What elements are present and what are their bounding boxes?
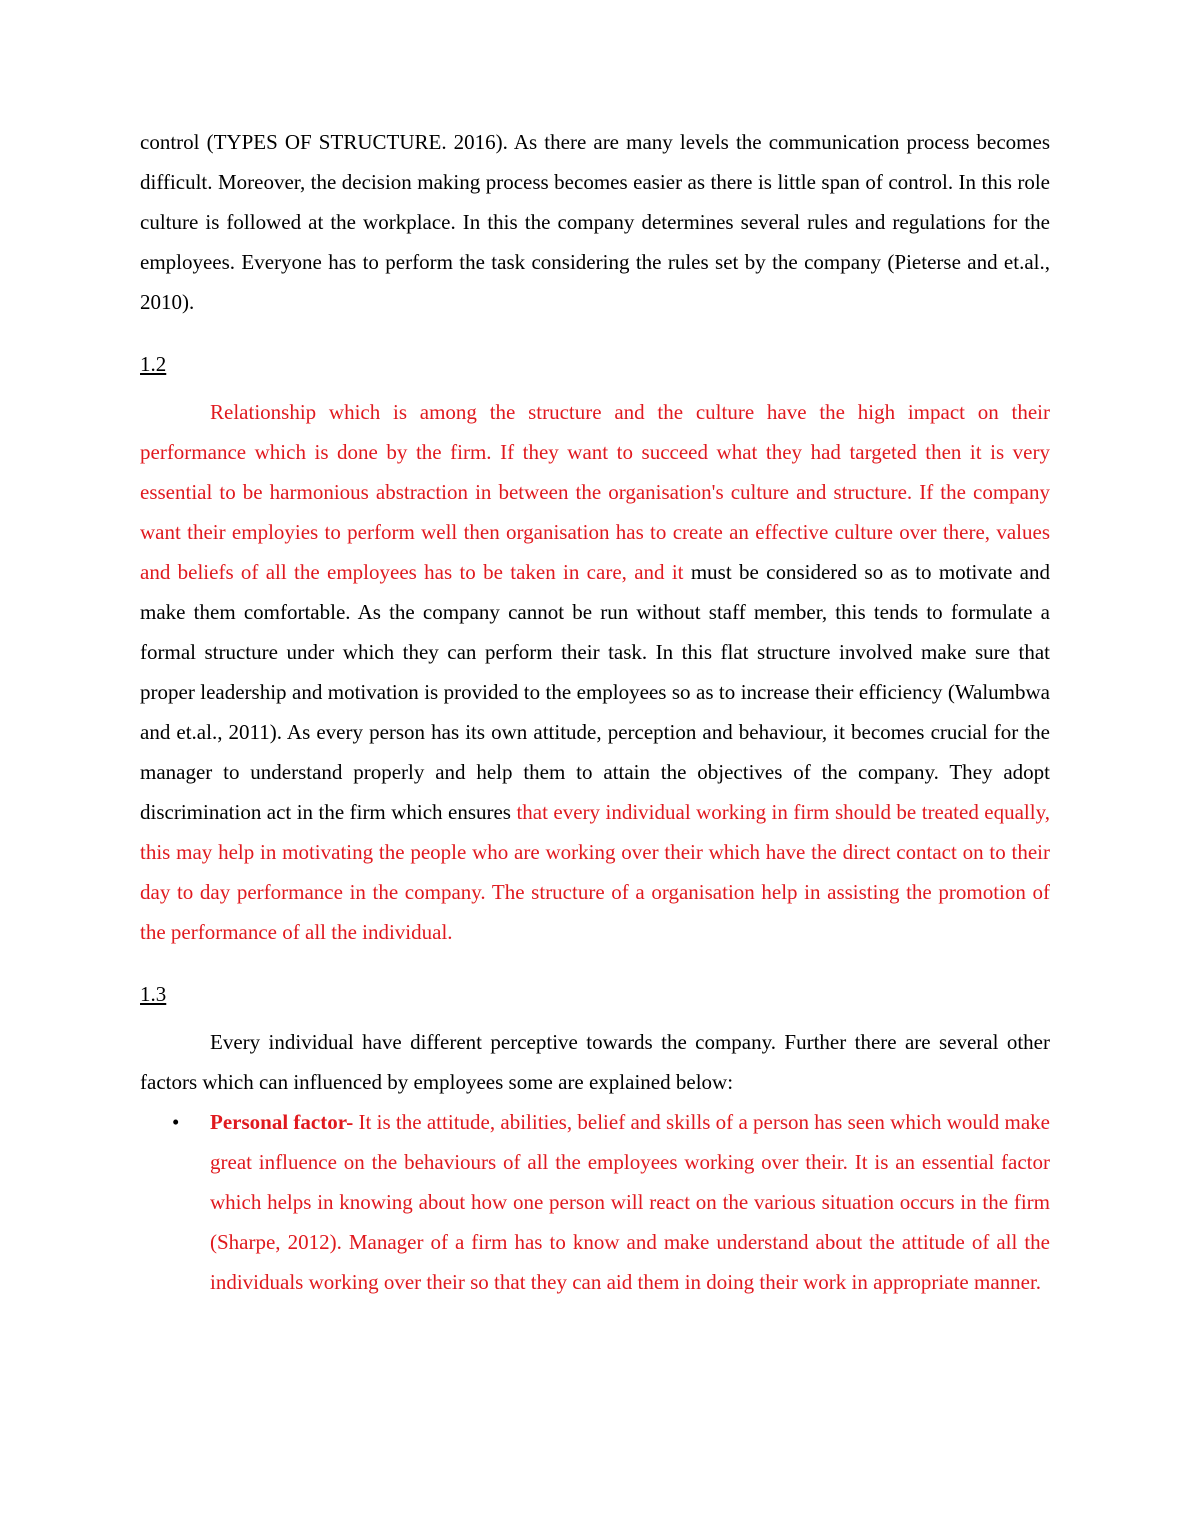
- bullet-icon: •: [172, 1110, 180, 1134]
- paragraph-continuation: control (TYPES OF STRUCTURE. 2016). As there are many levels the communication process becomes difficult. Moreover, the decision making process becomes easier as there is little span of control. In this role culture is followed at the workplace. In this the company determines several rules and regulations for the employees. Everyone has to perform the task considering the rules set by the company (Pieterse and et.al., 2010).: [140, 130, 1050, 314]
- bullet-text: It is the attitude, abilities, belief and skills of a person has seen which would make great influence on the behaviours of all the employees working over their. It is an essential factor which helps in knowing about how one person will react on the various situation occurs in the firm (Sharpe, 2012). Manager of a firm has to know and make understand about the attitude of all the individuals working over their so that they can aid them in doing their work in appropriate manner.: [210, 1110, 1050, 1294]
- bullet-label: Personal factor-: [210, 1110, 354, 1134]
- list-item-personal-factor: [140, 1102, 1050, 1302]
- paragraph-section-1-3-intro: Every individual have different perceptive towards the company. Further there are several other factors which can influenced by employees some are explained below:: [140, 1030, 1050, 1094]
- section-heading-1-3: 1.3: [140, 982, 167, 1006]
- bullet-list: [140, 1102, 1050, 1302]
- red-text-run: Relationship which is among the structure and the culture have the high impact on their performance which is done by the firm. If they want to succeed what they had targeted then it is very essential to be harmonious abstraction in between the organisation's culture and structure. If the company want their employies to perform well then organisation has to create an effective culture over there, values and beliefs of all the employees has to be taken in care, and it: [140, 400, 1050, 584]
- black-text-run: must be considered so as to motivate and make them comfortable. As the company cannot be run without staff member, this tends to formulate a formal structure under which they can perform their task. In this flat structure involved make sure that proper leadership and motivation is provided to the employees so as to increase their efficiency (Walumbwa and et.al., 2011). As every person has its own attitude, perception and behaviour, it becomes crucial for the manager to understand properly and help them to attain the objectives of the company. They adopt discrimination act in the firm which ensures: [140, 560, 1050, 824]
- section-heading-1-2: 1.2: [140, 352, 167, 376]
- red-text-run: that every individual working in firm should be treated equally, this may help in motivating the people who are working over their which have the direct contact on to their day to day performance in the company. The structure of a organisation help in assisting the promotion of the performance of all the individual.: [140, 800, 1050, 944]
- paragraph-section-1-2: [140, 392, 1050, 952]
